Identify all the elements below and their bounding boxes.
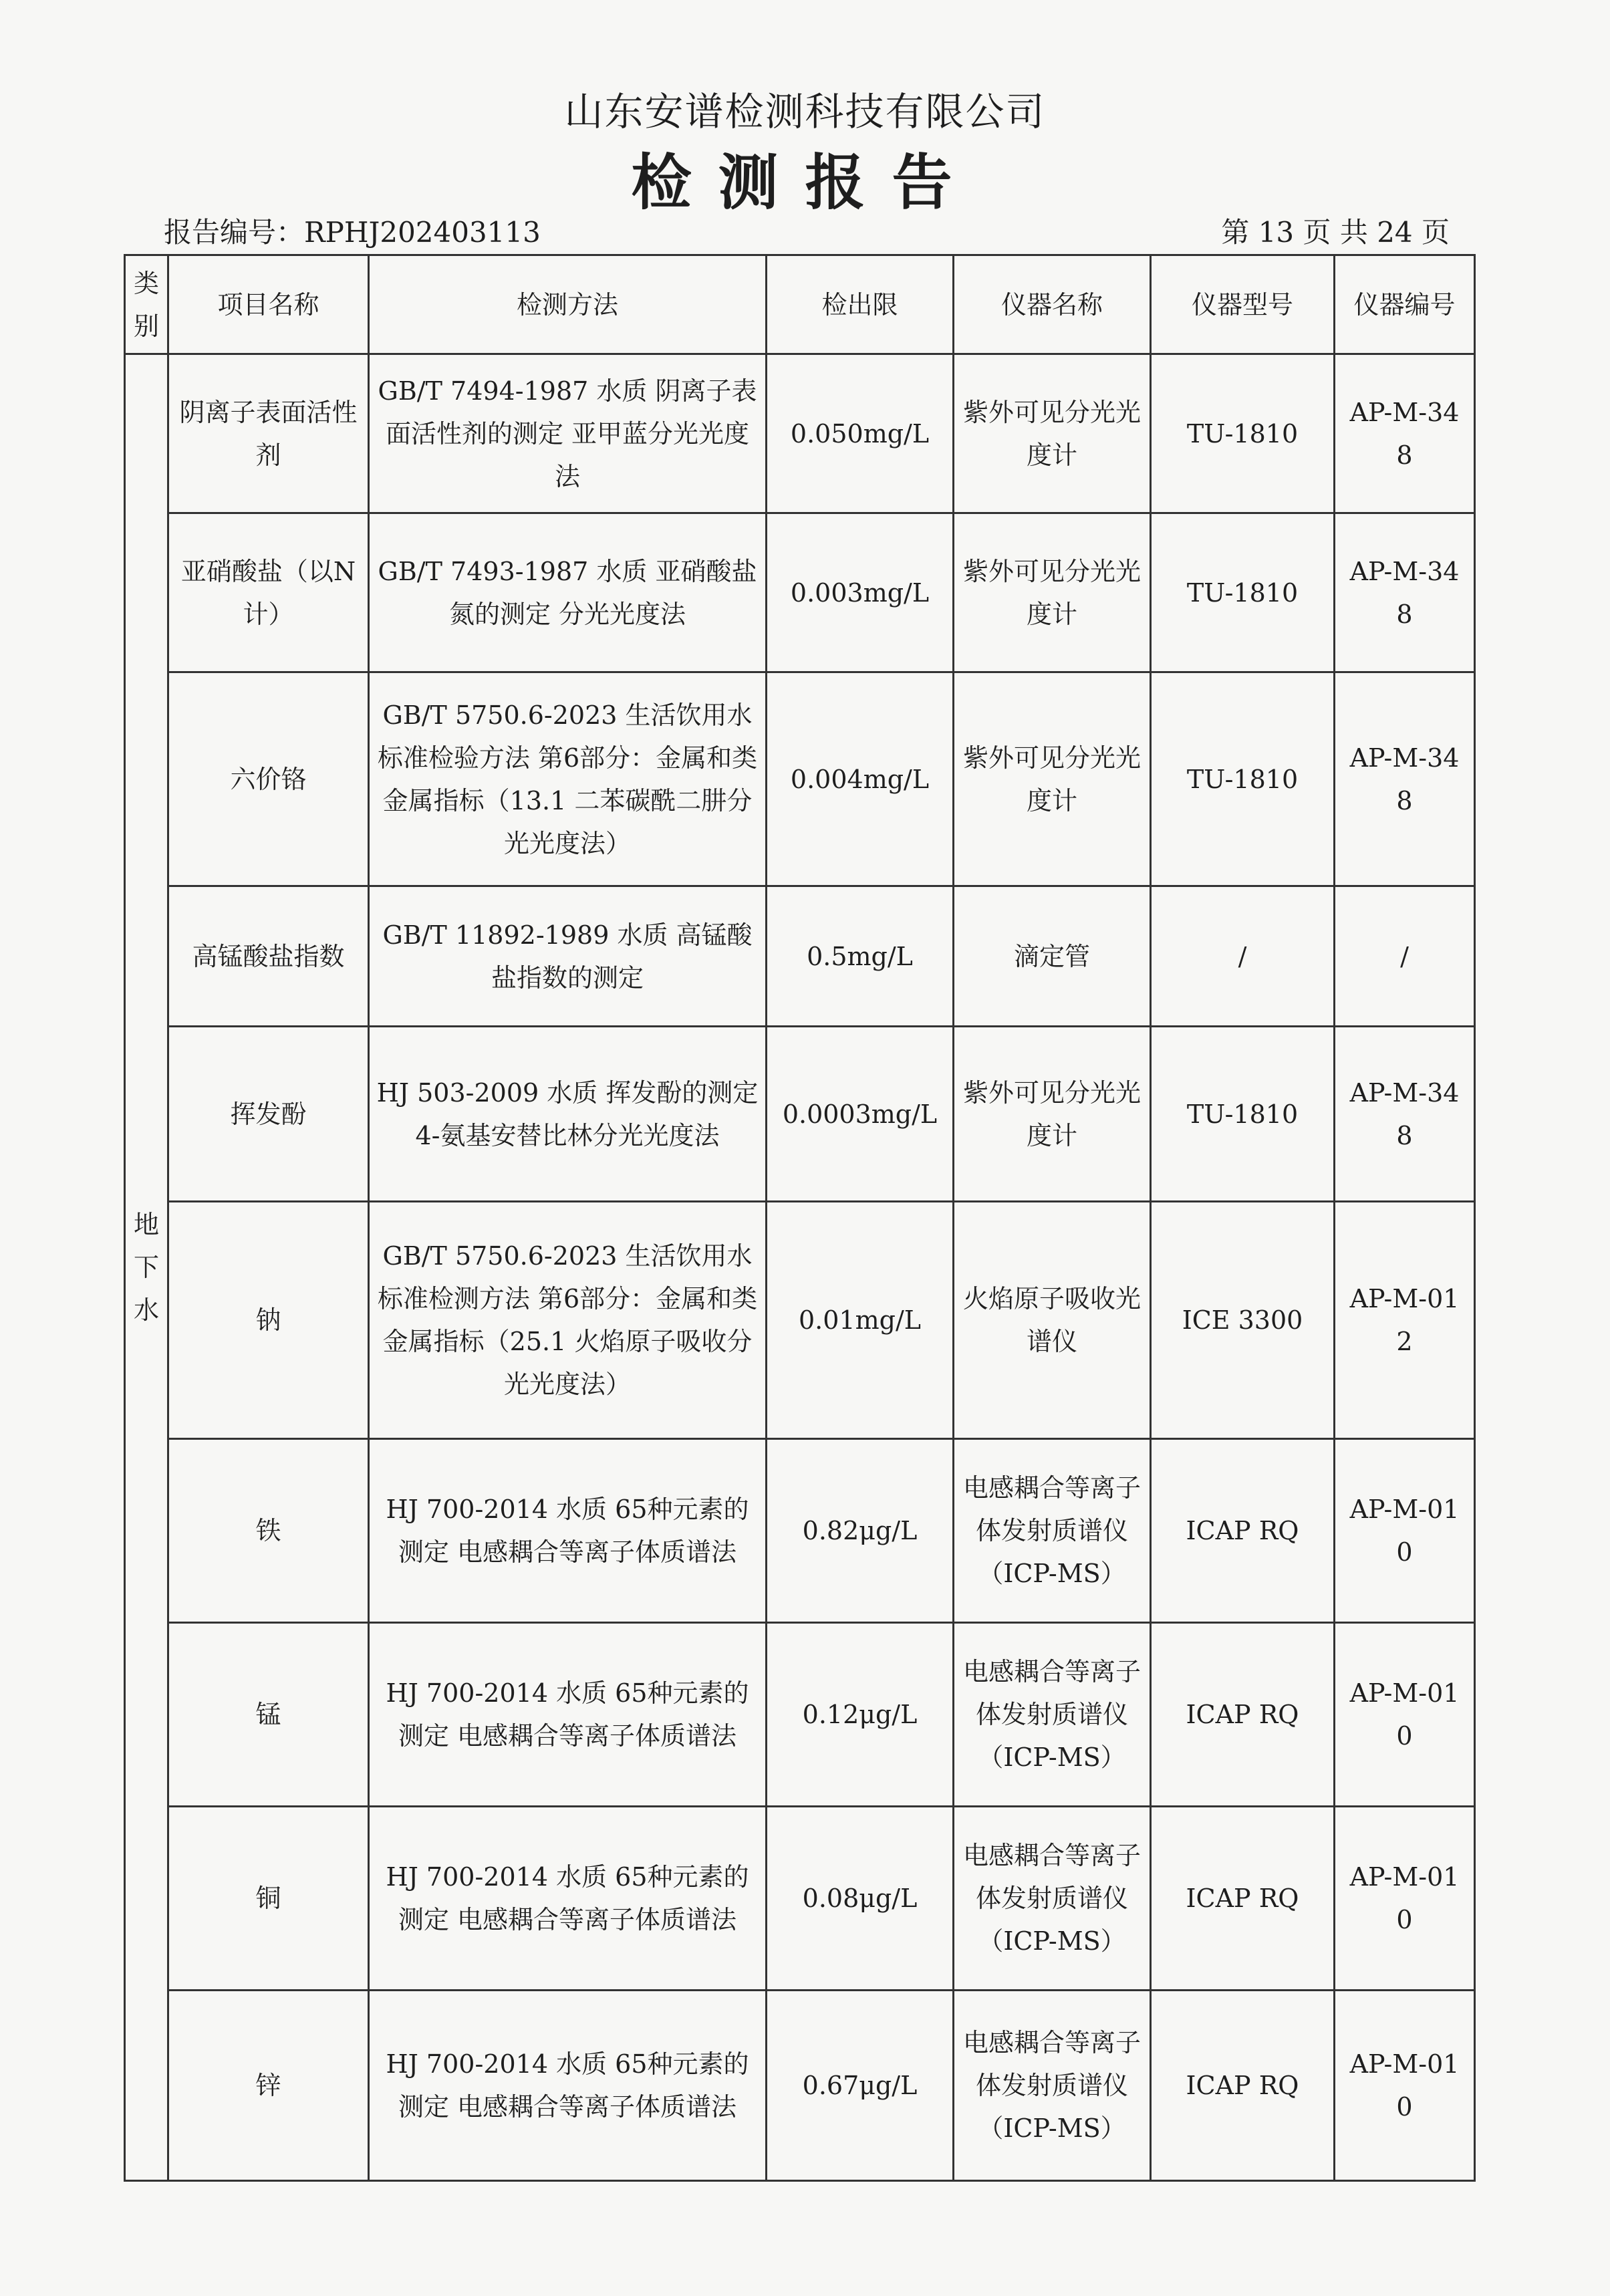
page-number: 第 13 页 共 24 页 (1221, 216, 1450, 249)
cell-code: AP-M-010 (1335, 1807, 1475, 1991)
cell-instrument: 电感耦合等离子体发射质谱仪（ICP-MS） (954, 1807, 1151, 1991)
cell-limit: 0.67μg/L (767, 1991, 954, 2181)
cell-code: AP-M-010 (1335, 1991, 1475, 2181)
cell-limit: 0.82μg/L (767, 1439, 954, 1623)
cell-method: GB/T 5750.6-2023 生活饮用水标准检验方法 第6部分：金属和类金属指标（13.1 二苯碳酰二肼分光光度法） (369, 672, 767, 886)
cell-instrument: 电感耦合等离子体发射质谱仪（ICP-MS） (954, 1991, 1151, 2181)
cell-model: ICAP RQ (1151, 1991, 1335, 2181)
cell-method: GB/T 11892-1989 水质 高锰酸盐指数的测定 (369, 886, 767, 1027)
cell-code: AP-M-348 (1335, 672, 1475, 886)
test-methods-table (124, 254, 1476, 2182)
table-row (125, 1807, 1475, 1991)
cell-limit: 0.050mg/L (767, 354, 954, 513)
cell-code: AP-M-012 (1335, 1202, 1475, 1439)
column-header: 检测方法 (369, 255, 767, 354)
table-row (125, 1623, 1475, 1807)
cell-name: 铜 (168, 1807, 369, 1991)
table-row (125, 672, 1475, 886)
cell-instrument: 紫外可见分光光度计 (954, 513, 1151, 672)
cell-code: / (1335, 886, 1475, 1027)
cell-instrument: 火焰原子吸收光谱仪 (954, 1202, 1151, 1439)
table-body (125, 354, 1475, 2181)
cell-name: 阴离子表面活性剂 (168, 354, 369, 513)
cell-model: ICE 3300 (1151, 1202, 1335, 1439)
cell-method: HJ 700-2014 水质 65种元素的测定 电感耦合等离子体质谱法 (369, 1439, 767, 1623)
cell-limit: 0.08μg/L (767, 1807, 954, 1991)
cell-model: / (1151, 886, 1335, 1027)
cell-instrument: 紫外可见分光光度计 (954, 672, 1151, 886)
cell-method: GB/T 7494-1987 水质 阴离子表面活性剂的测定 亚甲蓝分光光度法 (369, 354, 767, 513)
column-header: 仪器编号 (1335, 255, 1475, 354)
cell-name: 高锰酸盐指数 (168, 886, 369, 1027)
cell-limit: 0.004mg/L (767, 672, 954, 886)
cell-name: 挥发酚 (168, 1027, 369, 1202)
table-row (125, 1439, 1475, 1623)
cell-name: 钠 (168, 1202, 369, 1439)
table-header-row (125, 255, 1475, 354)
cell-name: 锌 (168, 1991, 369, 2181)
cell-model: ICAP RQ (1151, 1807, 1335, 1991)
cell-name: 亚硝酸盐（以N计） (168, 513, 369, 672)
table-row (125, 886, 1475, 1027)
cell-code: AP-M-348 (1335, 513, 1475, 672)
company-name: 山东安谱检测科技有限公司 (564, 89, 1046, 134)
cell-instrument: 紫外可见分光光度计 (954, 1027, 1151, 1202)
cell-instrument: 电感耦合等离子体发射质谱仪（ICP-MS） (954, 1439, 1151, 1623)
cell-instrument: 电感耦合等离子体发射质谱仪（ICP-MS） (954, 1623, 1151, 1807)
cell-model: TU-1810 (1151, 672, 1335, 886)
column-header: 项目名称 (168, 255, 369, 354)
cell-method: HJ 700-2014 水质 65种元素的测定 电感耦合等离子体质谱法 (369, 1991, 767, 2181)
cell-name: 六价铬 (168, 672, 369, 886)
cell-instrument: 滴定管 (954, 886, 1151, 1027)
table-row (125, 354, 1475, 513)
column-header: 仪器名称 (954, 255, 1151, 354)
cell-model: TU-1810 (1151, 1027, 1335, 1202)
column-header: 类别 (125, 255, 168, 354)
table-row (125, 1991, 1475, 2181)
category-cell: 地下水 (125, 354, 168, 2181)
report-title: 检测报告 (631, 147, 979, 218)
cell-limit: 0.0003mg/L (767, 1027, 954, 1202)
report-number: 报告编号：RPHJ202403113 (164, 216, 541, 249)
cell-code: AP-M-348 (1335, 354, 1475, 513)
cell-method: HJ 700-2014 水质 65种元素的测定 电感耦合等离子体质谱法 (369, 1623, 767, 1807)
cell-method: GB/T 5750.6-2023 生活饮用水标准检测方法 第6部分：金属和类金属指标（25.1 火焰原子吸收分光光度法） (369, 1202, 767, 1439)
cell-name: 铁 (168, 1439, 369, 1623)
cell-model: ICAP RQ (1151, 1439, 1335, 1623)
table-row (125, 513, 1475, 672)
cell-model: TU-1810 (1151, 354, 1335, 513)
column-header: 检出限 (767, 255, 954, 354)
cell-code: AP-M-010 (1335, 1439, 1475, 1623)
cell-method: HJ 700-2014 水质 65种元素的测定 电感耦合等离子体质谱法 (369, 1807, 767, 1991)
table-row (125, 1202, 1475, 1439)
cell-limit: 0.12μg/L (767, 1623, 954, 1807)
cell-code: AP-M-348 (1335, 1027, 1475, 1202)
cell-limit: 0.5mg/L (767, 886, 954, 1027)
table-row (125, 1027, 1475, 1202)
cell-model: TU-1810 (1151, 513, 1335, 672)
cell-model: ICAP RQ (1151, 1623, 1335, 1807)
cell-method: HJ 503-2009 水质 挥发酚的测定 4-氨基安替比林分光光度法 (369, 1027, 767, 1202)
cell-limit: 0.01mg/L (767, 1202, 954, 1439)
cell-limit: 0.003mg/L (767, 513, 954, 672)
cell-name: 锰 (168, 1623, 369, 1807)
cell-instrument: 紫外可见分光光度计 (954, 354, 1151, 513)
cell-code: AP-M-010 (1335, 1623, 1475, 1807)
cell-method: GB/T 7493-1987 水质 亚硝酸盐氮的测定 分光光度法 (369, 513, 767, 672)
column-header: 仪器型号 (1151, 255, 1335, 354)
